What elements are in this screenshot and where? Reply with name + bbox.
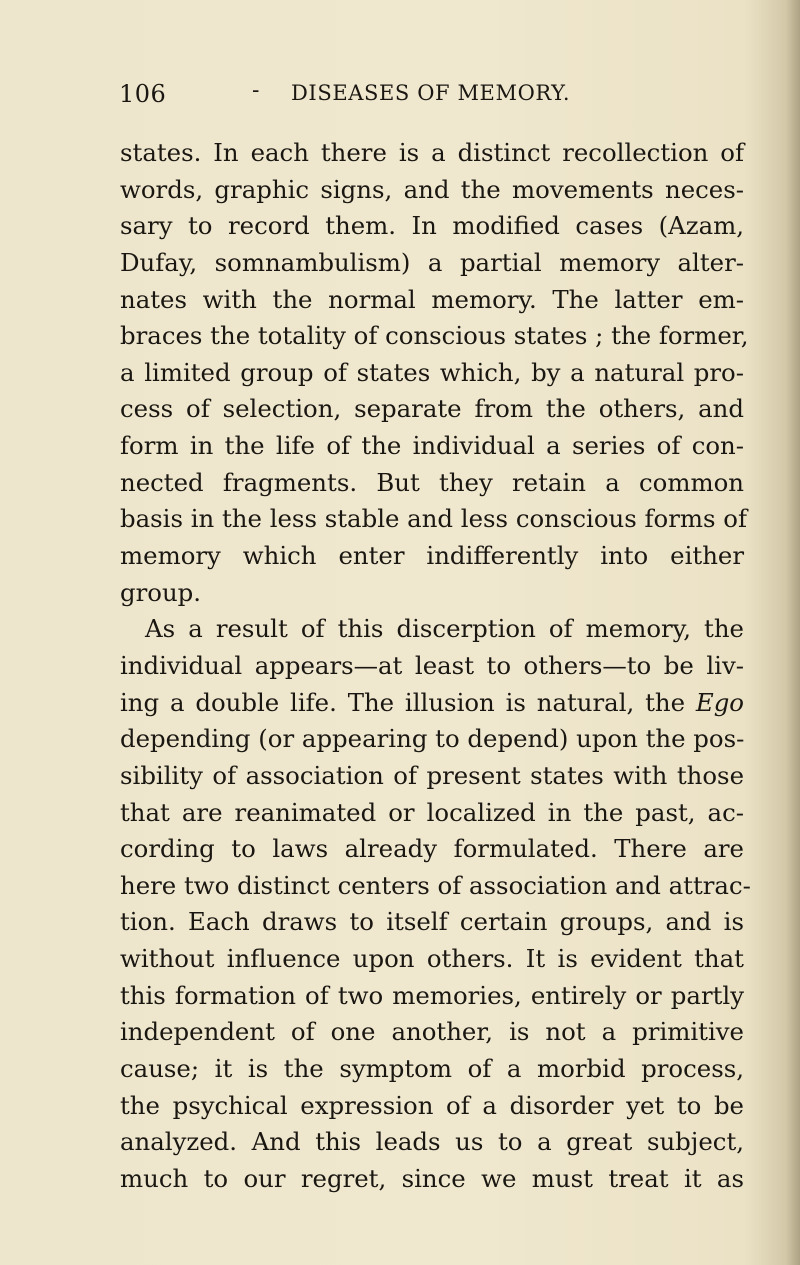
text-line: independent of one another, is not a primitive — [120, 1017, 744, 1047]
text-line: words, graphic signs, and the movements neces- — [120, 174, 744, 204]
text-line: tion. Each draws to itself certain groups, and is — [120, 907, 744, 937]
text-line: cording to laws already formulated. There are — [120, 834, 744, 864]
body-text — [120, 135, 751, 1198]
header-separator: - — [252, 78, 260, 103]
text-line: this formation of two memories, entirely or partly — [120, 980, 744, 1010]
text-line: cess of selection, separate from the others, and — [120, 394, 744, 424]
paragraph-end-line: group. — [120, 577, 202, 607]
text-line: depending (or appearing to depend) upon the pos- — [120, 724, 745, 754]
text-line: individual appears—at least to others—to be liv- — [120, 650, 744, 680]
text-line: that are reanimated or localized in the past, ac- — [120, 797, 744, 827]
emphasized-word: Ego — [695, 687, 744, 717]
text-line: cause; it is the symptom of a morbid process, — [120, 1054, 744, 1084]
text-line: here two distinct centers of association and attrac- — [120, 870, 751, 900]
running-head — [119, 80, 719, 116]
text-line: sary to record them. In modified cases (Azam, — [120, 211, 744, 241]
paragraph-start-line: As a result of this discerption of memory, the — [145, 614, 744, 644]
text-line: Dufay, somnambulism) a partial memory alter- — [120, 247, 744, 277]
text-line: memory which enter indifferently into either — [120, 541, 744, 571]
text-line: ing a double life. The illusion is natural, the Ego — [120, 687, 744, 717]
text-line: analyzed. And this leads us to a great subject, — [120, 1127, 744, 1157]
text-line: sibility of association of present states with those — [120, 760, 744, 790]
text-line: basis in the less stable and less conscious forms of — [120, 504, 747, 534]
text-line: states. In each there is a distinct recollection of — [120, 138, 744, 167]
page-edge-shadow — [786, 0, 800, 1265]
text-line: braces the totality of conscious states ; the former, — [120, 321, 749, 351]
text-line: nected fragments. But they retain a common — [120, 467, 744, 497]
text-line: a limited group of states which, by a natural pro- — [120, 357, 744, 387]
text-line: much to our regret, since we must treat it as — [120, 1163, 744, 1193]
text-line: without influence upon others. It is evident that — [120, 944, 744, 974]
text-line: form in the life of the individual a series of con- — [120, 431, 744, 461]
text-line: nates with the normal memory. The latter em- — [120, 284, 744, 314]
text-line: the psychical expression of a disorder yet to be — [120, 1090, 744, 1120]
running-title: DISEASES OF MEMORY. — [291, 81, 571, 105]
page-number: 106 — [119, 80, 167, 108]
